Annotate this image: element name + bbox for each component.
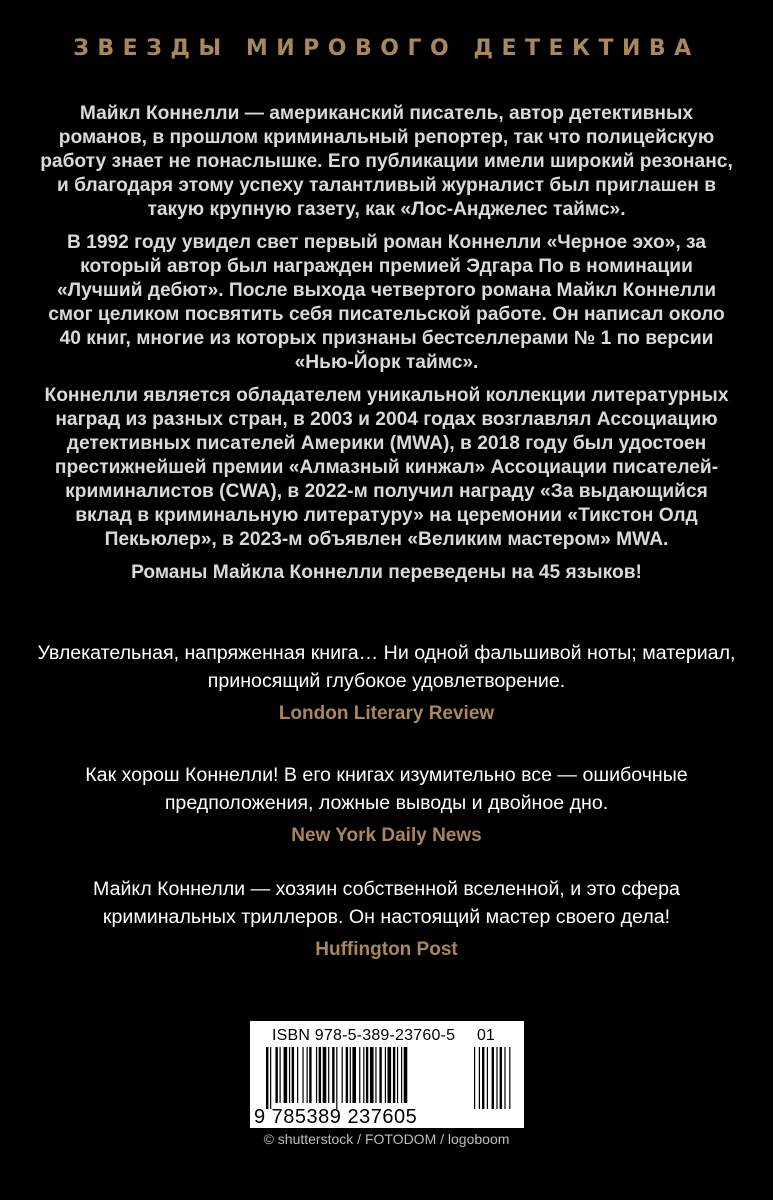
quote-text: Увлекательная, напряженная книга… Ни одной фальшивой ноты; материал, приносящий глубокое удовлетворение. [37, 642, 736, 692]
bio-paragraph: Романы Майкла Коннелли переведены на 45 языков! [131, 562, 642, 583]
image-credit: © shutterstock / FOTODOM / logoboom [263, 1131, 510, 1147]
isbn-barcode [250, 1021, 524, 1128]
quote-source: Huffington Post [315, 939, 458, 960]
barcode-addon: 01 [477, 1027, 495, 1044]
bio-paragraph: Коннелли является обладателем уникальной коллекции литературных наград из разных стран, в 2003 и 2004 годах возглавлял Ассоциацию детективных писателей Америки (MWA), в 2018 году был удостоен престижнейшей премии «Алмазный кинжал» Ассоциации писателей-криминалистов (CWA), в 2022-м получил награду «За выдающийся вклад в криминальную литературу» на церемонии «Тикстон Олд Пекьюлер», в 2023-м объявлен «Великим мастером» MWA. [44, 385, 729, 550]
quote-source: New York Daily News [291, 825, 482, 846]
review-quote [30, 761, 743, 847]
quote-text: Как хорош Коннелли! В его книгах изумительно все — ошибочные предположения, ложные выводы и двойное дно. [85, 764, 688, 814]
quote-source: London Literary Review [278, 703, 495, 724]
author-bio [40, 102, 733, 594]
quote-text: Майкл Коннелли — хозяин собственной вселенной, и это сфера криминальных триллеров. Он настоящий мастер своего дела! [93, 878, 680, 928]
isbn-label: ISBN 978-5-389-23760-5 [272, 1027, 456, 1044]
series-title: ЗВЕЗДЫ МИРОВОГО ДЕТЕКТИВА [73, 36, 700, 61]
barcode-bars [252, 1047, 522, 1109]
review-quote [30, 875, 743, 961]
bio-paragraph: В 1992 году увидел свет первый роман Коннелли «Черное эхо», за который автор был награжден премией Эдгара По в номинации «Лучший дебют». После выхода четвертого романа Майкл Коннелли смог целиком посвятить себя писательской работе. Он написал около 40 книг, многие из которых признаны бестселлерами № 1 по версии «Нью-Йорк таймс». [48, 232, 725, 373]
bio-paragraph: Майкл Коннелли — американский писатель, автор детективных романов, в прошлом криминальный репортер, так что полицейскую работу знает не понаслышке. Его публикации имели широкий резонанс, и благодаря этому успеху талантливый журналист был приглашен в такую крупную газету, как «Лос-Анджелес таймс». [40, 103, 733, 220]
review-quote [30, 639, 743, 725]
barcode-digits: 9 785389 237605 [254, 1106, 418, 1128]
